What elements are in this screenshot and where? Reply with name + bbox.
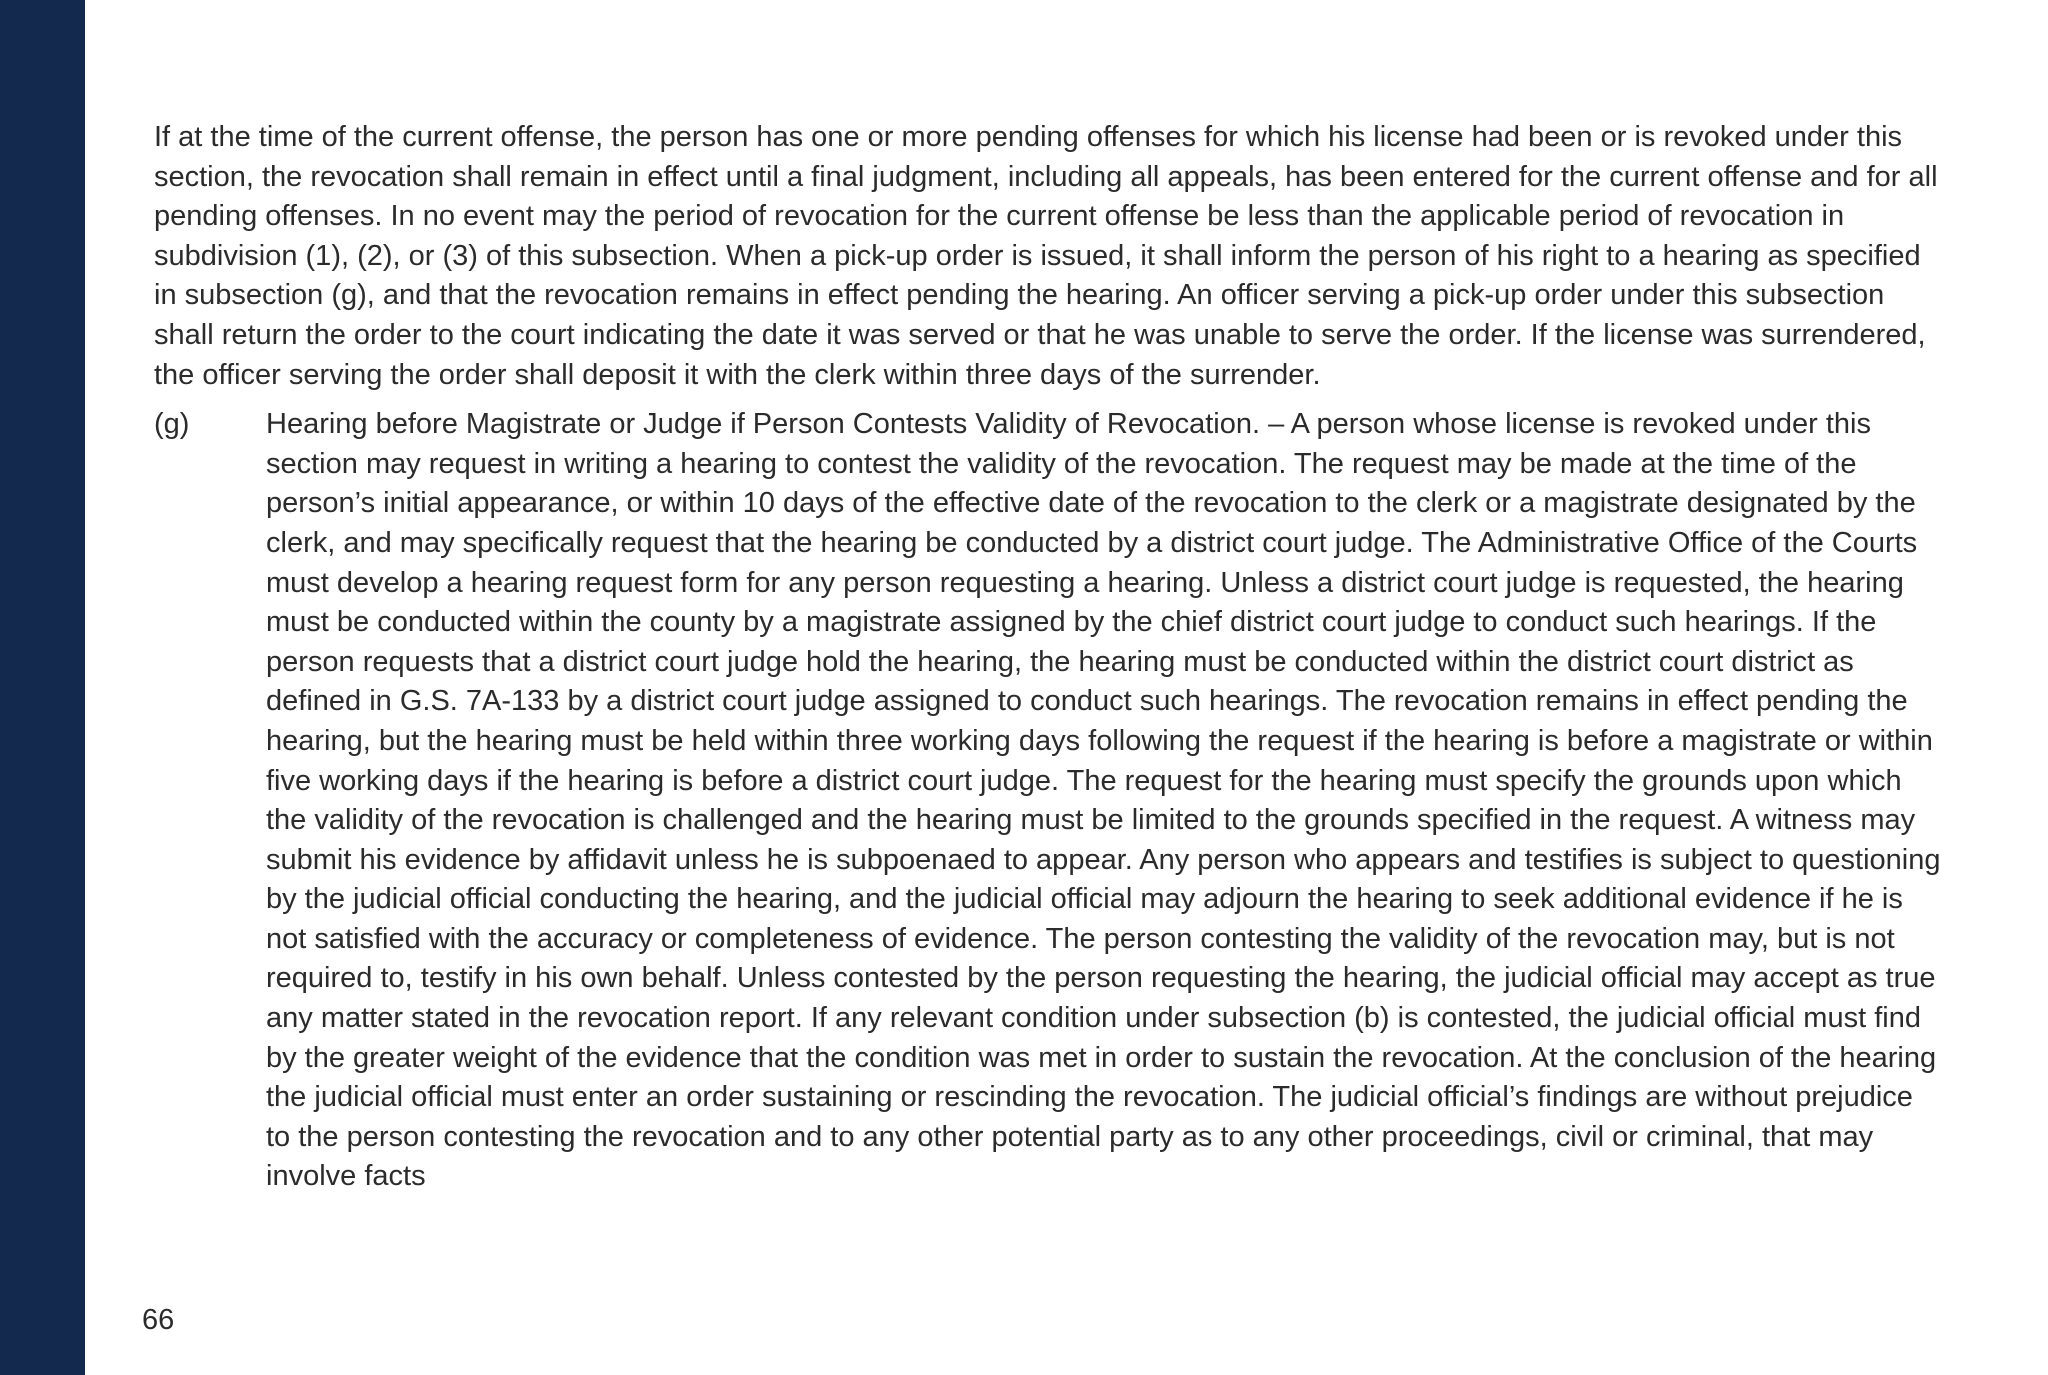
body-text: [154, 118, 1944, 1197]
side-color-bar: [0, 0, 85, 1375]
subsection-text: Hearing before Magistrate or Judge if Person Contests Validity of Revocation. – A person whose license is revoked under this section may request in writing a hearing to contest the validity of the revocation. The request may be made at the time of the person’s initial appearance, or within 10 days of the effective date of the revocation to the clerk or a magistrate designated by the clerk, and may specifically request that the hearing be conducted by a district court judge. The Administrative Office of the Courts must develop a hearing request form for any person requesting a hearing. Unless a district court judge is requested, the hearing must be conducted within the county by a magistrate assigned by the chief district court judge to conduct such hearings. If the person requests that a district court judge hold the hearing, the hearing must be conducted within the district court district as defined in G.S. 7A-133 by a district court judge assigned to conduct such hearings. The revocation remains in effect pending the hearing, but the hearing must be held within three working days following the request if the hearing is before a magistrate or within five working days if the hearing is before a district court judge. The request for the hearing must specify the grounds upon which the validity of the revocation is challenged and the hearing must be limited to the grounds specified in the request. A witness may submit his evidence by affidavit unless he is subpoenaed to appear. Any person who appears and testifies is subject to questioning by the judicial official conducting the hearing, and the judicial official may adjourn the hearing to seek additional evidence if he is not satisfied with the accuracy or completeness of evidence. The person contesting the validity of the revocation may, but is not required to, testify in his own behalf. Unless contested by the person requesting the hearing, the judicial official may accept as true any matter stated in the revocation report. If any relevant condition under subsection (b) is contested, the judicial official must find by the greater weight of the evidence that the condition was met in order to sustain the revocation. At the conclusion of the hearing the judicial official must enter an order sustaining or rescinding the revocation. The judicial official’s findings are without prejudice to the person contesting the revocation and to any other potential party as to any other proceedings, civil or criminal, that may involve facts: [266, 408, 1941, 1193]
subsection-g: [154, 405, 1944, 1197]
subsection-label: (g): [154, 408, 190, 441]
page-number: 66: [142, 1304, 175, 1336]
lead-paragraph: If at the time of the current offense, the person has one or more pending offenses for which his license had been or is revoked under this section, the revocation shall remain in effect until a final judgment, including all appeals, has been entered for the current offense and for all pending offenses. In no event may the period of revocation for the current offense be less than the applicable period of revocation in subdivision (1), (2), or (3) of this subsection. When a pick-up order is issued, it shall inform the person of his right to a hearing as specified in subsection (g), and that the revocation remains in effect pending the hearing. An officer serving a pick-up order under this subsection shall return the order to the court indicating the date it was served or that he was unable to serve the order. If the license was surrendered, the officer serving the order shall deposit it with the clerk within three days of the surrender.: [154, 121, 1938, 391]
